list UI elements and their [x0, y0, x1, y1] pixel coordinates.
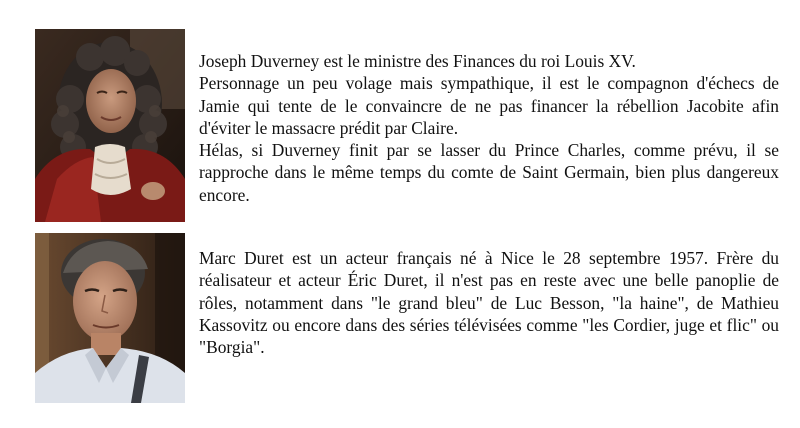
bio-paragraph: Joseph Duverney est le ministre des Finances du roi Louis XV. [199, 51, 636, 71]
portrait-duret [35, 233, 185, 403]
bio-text-duret [199, 247, 779, 358]
bio-paragraph: Personnage un peu volage mais sympathique, il est le compagnon d'échecs de Jamie qui tente de le convaincre de ne pas financer la rébellion Jacobite afin d'éviter le massacre prédit par Claire. [199, 73, 779, 138]
man-with-grey-hair-white-shirt-portrait [35, 233, 185, 403]
actor-entry-duret [0, 228, 800, 428]
bio-paragraph: Marc Duret est un acteur français né à Nice le 28 septembre 1957. Frère du réalisateur et acteur Éric Duret, il n'est pas en reste avec une belle panoplie de rôles, notamment dans "le grand bleu" de Luc Besson, "la haine", de Mathieu Kassovitz ou encore dans des séries télévisées comme "les Cordier, juge et flic" ou "Borgia". [199, 248, 779, 358]
portrait-duverney [35, 29, 185, 222]
bio-paragraph: Hélas, si Duverney finit par se lasser du Prince Charles, comme prévu, il se rapproche dans le même temps du comte de Saint Germain, bien plus dangereux encore. [199, 140, 779, 205]
bio-text-duverney [199, 50, 779, 206]
man-in-curly-wig-red-coat-portrait [35, 29, 185, 222]
